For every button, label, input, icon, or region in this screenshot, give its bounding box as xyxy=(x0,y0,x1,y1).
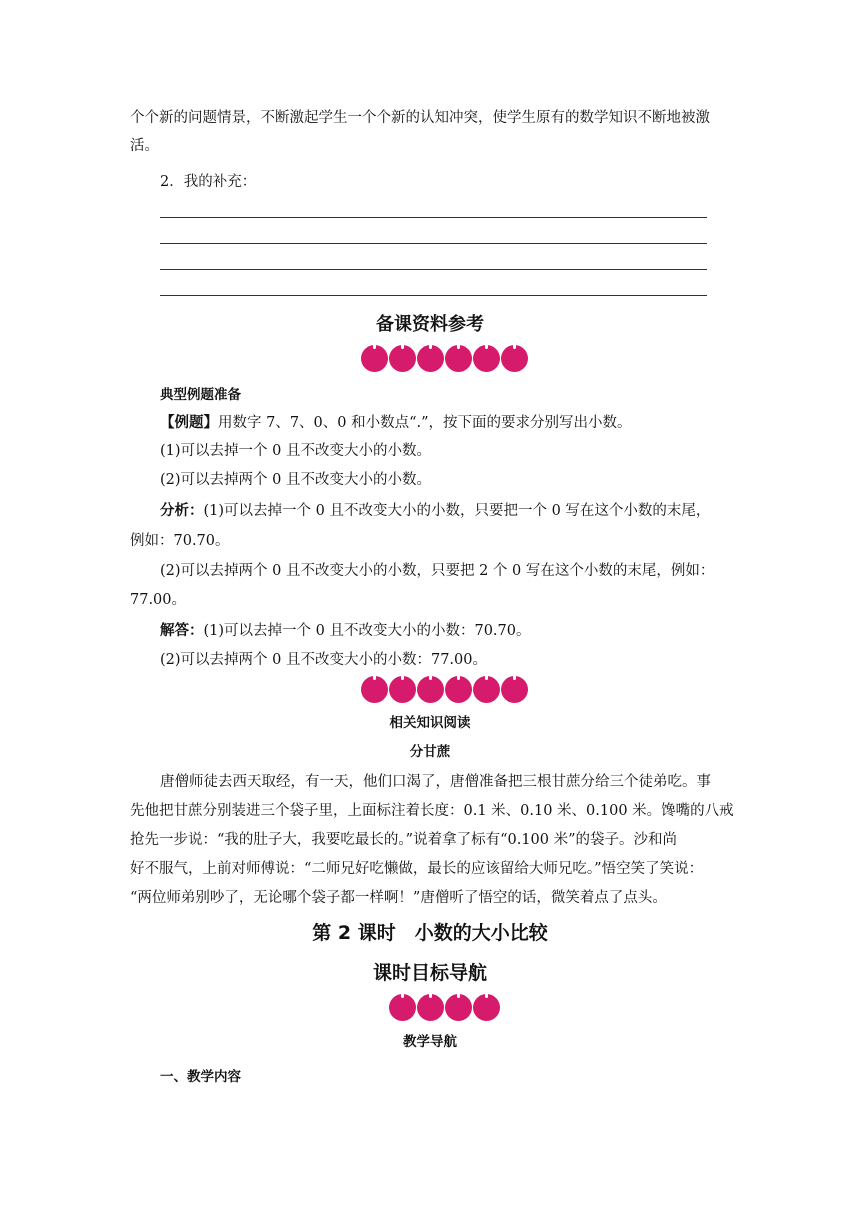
reading-line-5: “两位师弟别吵了，无论哪个袋子都一样啊！”唐僧听了悟空的话，微笑着点了点头。 xyxy=(130,890,667,906)
dot-icon xyxy=(389,345,416,372)
reading-line-2: 先他把甘蔗分别装进三个袋子里，上面标注着长度：0.1 米、0.10 米、0.100 米。馋嘴的八戒 xyxy=(130,803,734,819)
decorative-dots-3 xyxy=(389,994,500,1021)
reading-line-1: 唐僧师徒去西天取经，有一天，他们口渴了，唐僧准备把三根甘蔗分给三个徒弟吃。事 xyxy=(160,774,711,790)
analysis-2a: (2)可以去掉两个 0 且不改变大小的小数，只要把 2 个 0 写在这个小数的末尾，例如： xyxy=(160,563,715,579)
dot-icon xyxy=(389,676,416,703)
dot-icon xyxy=(361,345,388,372)
example-text: 用数字 7、7、0、0 和小数点“.”，按下面的要求分别写出小数。 xyxy=(218,415,632,431)
example-tag: 【例题】 xyxy=(160,415,218,431)
analysis-1a: (1)可以去掉一个 0 且不改变大小的小数，只要把一个 0 写在这个小数的末尾， xyxy=(203,503,711,519)
dot-icon xyxy=(417,994,444,1021)
reading-line-4: 好不服气，上前对师傅说：“二师兄好吃懒做，最长的应该留给大师兄吃。”悟空笑了笑说： xyxy=(130,861,704,877)
dot-icon xyxy=(445,676,472,703)
example-heading: 典型例题准备 xyxy=(160,387,241,403)
dot-icon xyxy=(389,994,416,1021)
analysis-1b: 例如：70.70。 xyxy=(130,533,230,549)
dot-icon xyxy=(473,994,500,1021)
blank-line-2 xyxy=(160,243,707,244)
reading-heading: 相关知识阅读 xyxy=(389,715,471,731)
question-2: (2)可以去掉两个 0 且不改变大小的小数。 xyxy=(160,472,431,488)
dot-icon xyxy=(501,345,528,372)
lesson-nav-title: 课时目标导航 xyxy=(372,962,487,984)
intro-line-2: 活。 xyxy=(130,138,159,154)
reading-title: 分甘蔗 xyxy=(409,744,451,760)
content-heading: 一、教学内容 xyxy=(160,1069,241,1085)
answer-2: (2)可以去掉两个 0 且不改变大小的小数：77.00。 xyxy=(160,652,487,668)
decorative-dots-1 xyxy=(361,345,528,372)
reading-line-3: 抢先一步说：“我的肚子大，我要吃最长的。”说着拿了标有“0.100 米”的袋子。沙和尚 xyxy=(130,832,678,848)
question-1: (1)可以去掉一个 0 且不改变大小的小数。 xyxy=(160,443,431,459)
answer-1: (1)可以去掉一个 0 且不改变大小的小数：70.70。 xyxy=(203,623,531,639)
dot-icon xyxy=(473,345,500,372)
example-line xyxy=(160,411,632,432)
section-title-ref: 备课资料参考 xyxy=(376,314,484,335)
analysis-2b: 77.00。 xyxy=(130,592,187,608)
blank-line-1 xyxy=(160,217,707,218)
dot-icon xyxy=(361,676,388,703)
dot-icon xyxy=(417,345,444,372)
lesson-nav-sub: 教学导航 xyxy=(403,1034,457,1050)
answer-label: 解答： xyxy=(160,623,204,639)
blank-line-3 xyxy=(160,269,707,270)
analysis-label: 分析： xyxy=(160,503,204,519)
dot-icon xyxy=(473,676,500,703)
analysis-line-1 xyxy=(160,499,710,520)
answer-line-1 xyxy=(160,619,531,640)
dot-icon xyxy=(501,676,528,703)
intro-line-1: 个个新的问题情景，不断激起学生一个个新的认知冲突，使学生原有的数学知识不断地被激 xyxy=(130,110,710,126)
dot-icon xyxy=(445,345,472,372)
blank-line-4 xyxy=(160,295,707,296)
dot-icon xyxy=(445,994,472,1021)
dot-icon xyxy=(417,676,444,703)
supplement-label: 2．我的补充： xyxy=(160,174,257,190)
lesson-title: 第 2 课时 小数的大小比较 xyxy=(312,922,548,944)
decorative-dots-2 xyxy=(361,676,528,703)
